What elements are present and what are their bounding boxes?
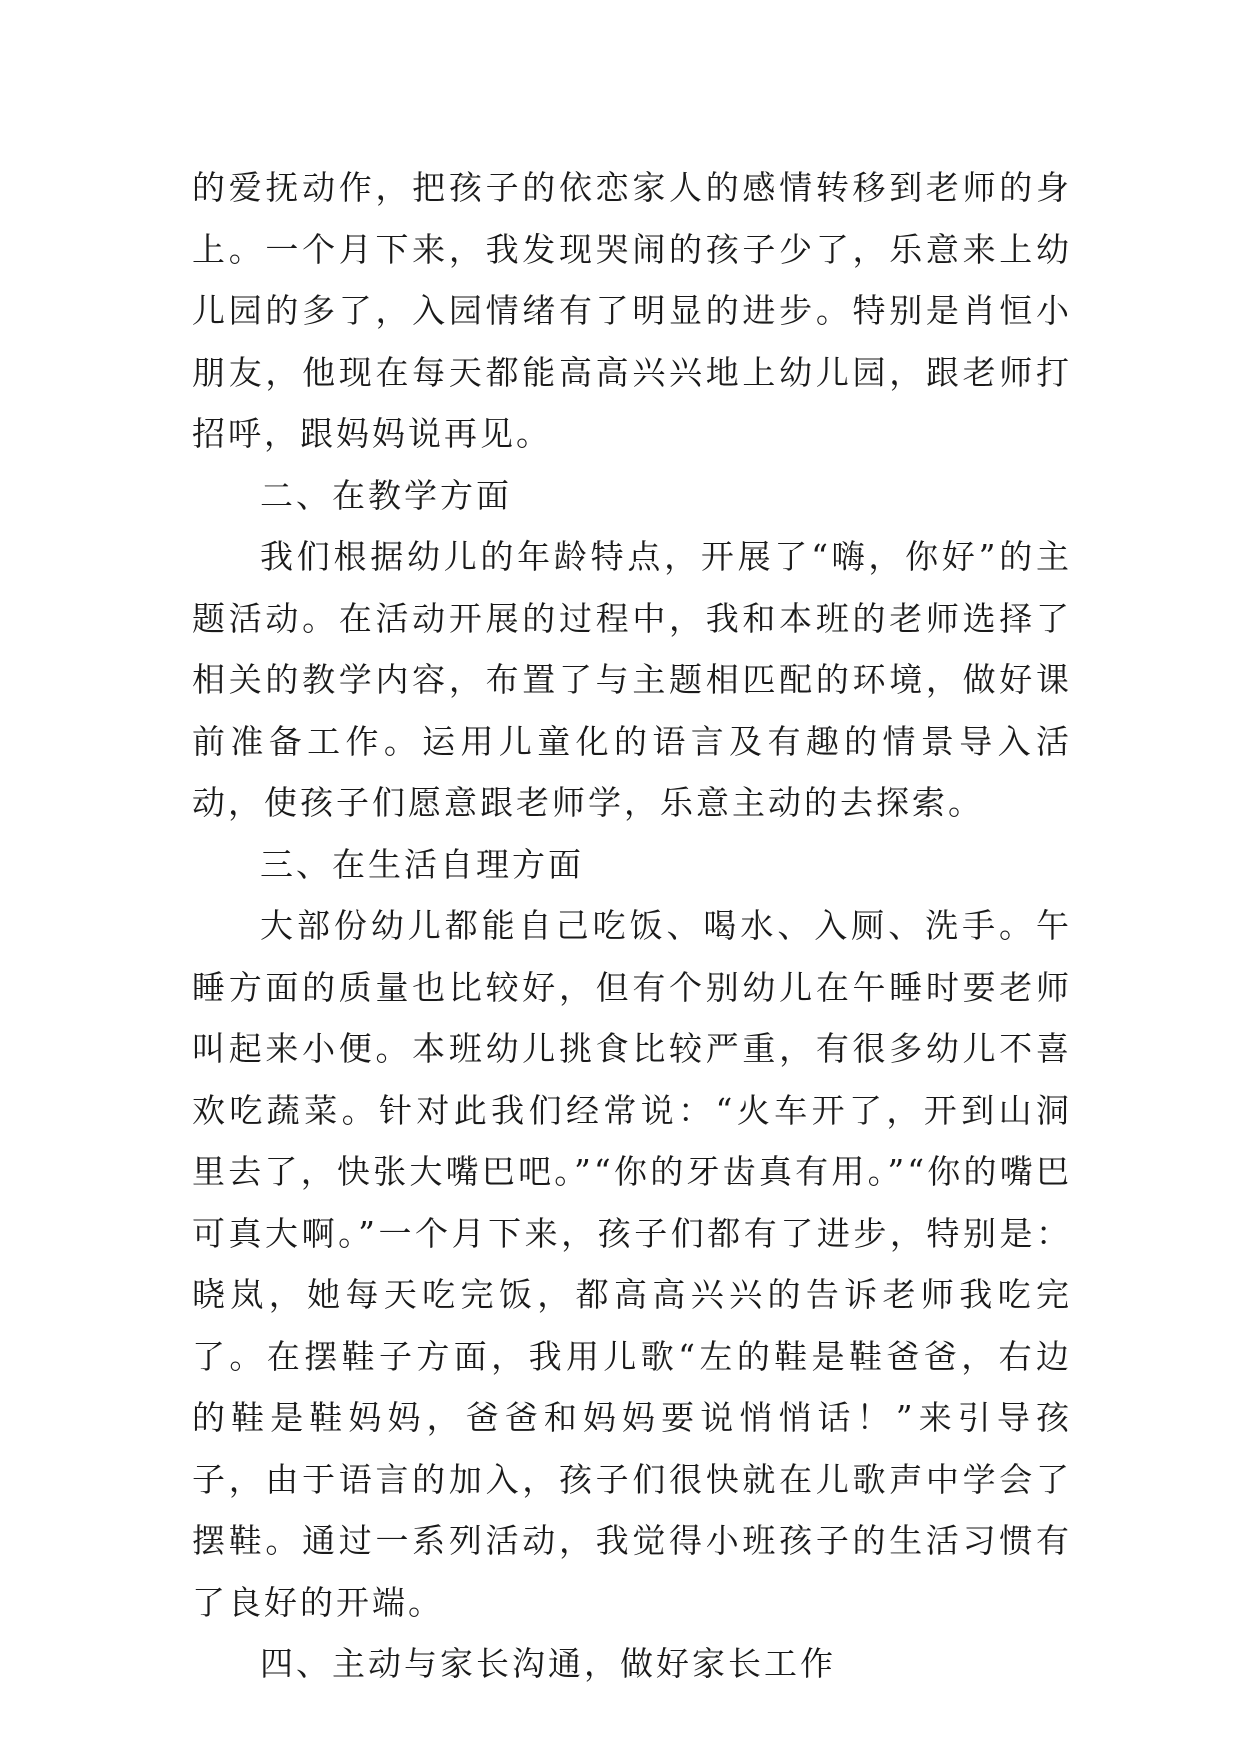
paragraph-teaching: 我们根据幼儿的年龄特点，开展了“嗨，你好”的主题活动。在活动开展的过程中，我和本班的老师选择了相关的教学内容，布置了与主题相匹配的环境，做好课前准备工作。运用儿童化的语言及有趣的情景导入活动，使孩子们愿意跟老师学，乐意主动的去探索。 xyxy=(192,537,1072,822)
document-body xyxy=(192,157,1072,1695)
paragraph-self-care: 大部份幼儿都能自己吃饭、喝水、入厕、洗手。午睡方面的质量也比较好，但有个别幼儿在午睡时要老师叫起来小便。本班幼儿挑食比较严重，有很多幼儿不喜欢吃蔬菜。针对此我们经常说：“火车开了，开到山洞里去了，快张大嘴巴吧。”“你的牙齿真有用。”“你的嘴巴可真大啊。”一个月下来，孩子们都有了进步，特别是：晓岚，她每天吃完饭，都高高兴兴的告诉老师我吃完了。在摆鞋子方面，我用儿歌“左的鞋是鞋爸爸，右边的鞋是鞋妈妈，爸爸和妈妈要说悄悄话！”来引导孩子，由于语言的加入，孩子们很快就在儿歌声中学会了摆鞋。通过一系列活动，我觉得小班孩子的生活习惯有了良好的开端。 xyxy=(192,906,1072,1622)
section-heading-parents: 四、主动与家长沟通，做好家长工作 xyxy=(260,1644,836,1683)
section-heading-teaching: 二、在教学方面 xyxy=(260,475,512,515)
paragraph-continuation: 的爱抚动作，把孩子的依恋家人的感情转移到老师的身上。一个月下来，我发现哭闹的孩子少了，乐意来上幼儿园的多了，入园情绪有了明显的进步。特别是肖恒小朋友，他现在每天都能高高兴兴地上幼儿园，跟老师打招呼，跟妈妈说再见。 xyxy=(192,168,1072,453)
section-heading-self-care: 三、在生活自理方面 xyxy=(260,844,584,884)
